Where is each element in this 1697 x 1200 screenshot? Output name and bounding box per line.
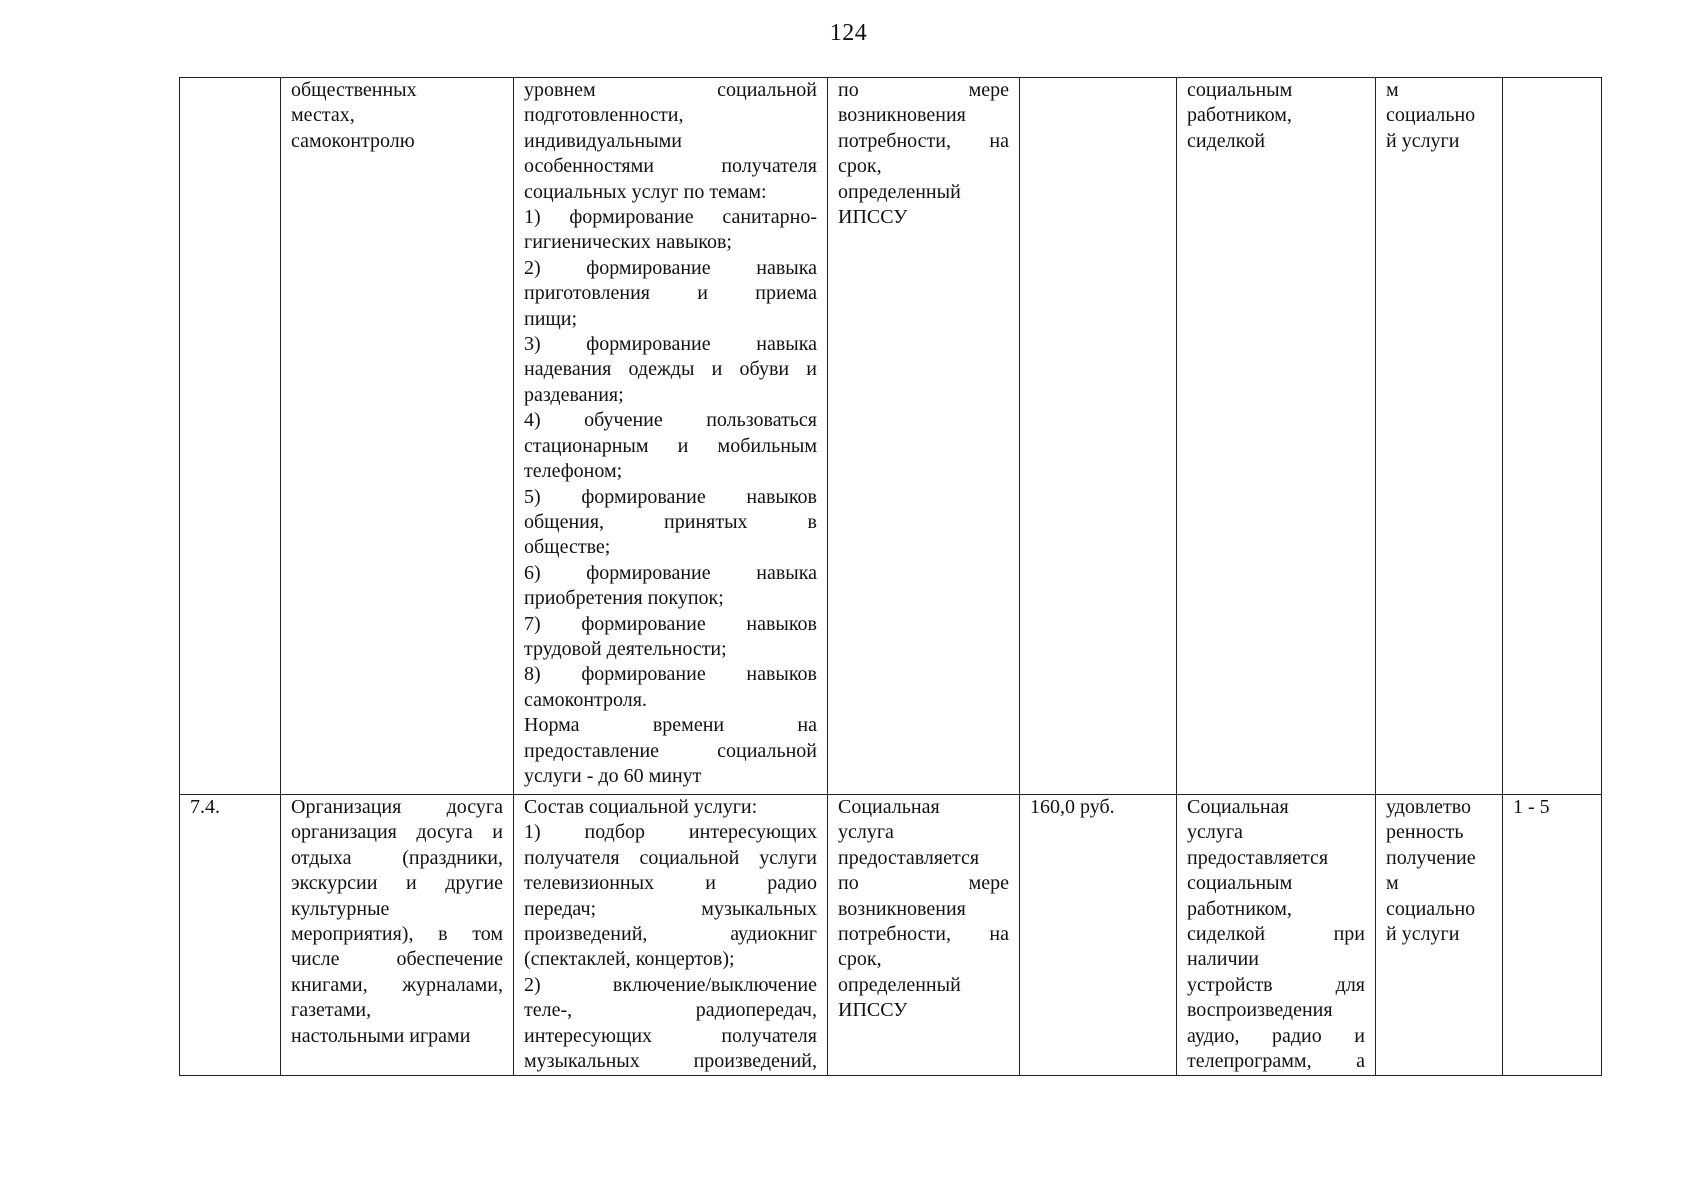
cell-text-line: экскурсии и другие xyxy=(291,872,503,895)
cell-text-line: услуга xyxy=(1187,821,1243,844)
cell-text-line: социальным xyxy=(1187,872,1293,895)
cell-text-line: 4) обучение пользоваться xyxy=(524,409,817,432)
cell-text-line: общественных xyxy=(291,79,417,101)
cell-text-line: самоконтроля. xyxy=(524,688,647,711)
cell-text-line: организация досуга и xyxy=(291,821,503,844)
cell-text-line: услуги - до 60 минут xyxy=(524,764,702,787)
cell-text-line: й услуги xyxy=(1386,923,1460,946)
cell-text-line: подготовленности, xyxy=(524,104,684,127)
cell-text-line: 2) включение/выключение xyxy=(524,973,817,996)
cell-text-line: обществе; xyxy=(524,536,611,559)
cell-text-line: трудовой деятельности; xyxy=(524,637,727,660)
cell-conditions xyxy=(1177,78,1376,795)
cell-number xyxy=(180,78,281,795)
cell-text-line: Социальная xyxy=(1187,796,1289,818)
cell-text-line: срок, xyxy=(838,948,882,971)
cell-text-line: ИПССУ xyxy=(838,206,908,229)
cell-text-line: удовлетво xyxy=(1386,796,1471,818)
cell-text-line: 8) формирование навыков xyxy=(524,663,817,686)
cell-text-line: уровнем социальной xyxy=(524,79,817,101)
cell-text-line: 1) подбор интересующих xyxy=(524,821,817,844)
cell-quality xyxy=(1376,795,1503,1076)
cell-text-line: 2) формирование навыка xyxy=(524,256,817,279)
cell-text-line: 1) формирование санитарно- xyxy=(524,206,817,229)
cell-text-line: Состав социальной услуги: xyxy=(524,796,758,818)
cell-text-line: телепрограмм, а xyxy=(1187,1050,1365,1073)
cell-text-line: по мере xyxy=(838,872,1009,895)
cell-text-line: социально xyxy=(1386,897,1476,920)
cell-service-name xyxy=(281,78,514,795)
cell-text-line: настольными играми xyxy=(291,1024,471,1047)
cell-text-line: 3) формирование навыка xyxy=(524,333,817,356)
cell-text-line: потребности, на xyxy=(838,129,1009,152)
cell-text-line: потребности, на xyxy=(838,923,1009,946)
cell-text-line: сиделкой при xyxy=(1187,923,1365,946)
cell-text-line: музыкальных произведений, xyxy=(524,1050,817,1073)
cell-text-line: книгами, журналами, xyxy=(291,973,503,996)
cell-text-line: местах, xyxy=(291,104,355,127)
cell-text-line: мероприятия), в том xyxy=(291,923,503,946)
page-number: 124 xyxy=(829,20,868,46)
cell-text-line: по мере xyxy=(838,79,1009,101)
cell-text-line: числе обеспечение xyxy=(291,948,503,971)
cell-text-line: 7) формирование навыков xyxy=(524,612,817,635)
cell-text-line: устройств для xyxy=(1187,973,1365,996)
cell-text-line: самоконтролю xyxy=(291,129,415,152)
cell-text-line: теле-, радиопередач, xyxy=(524,999,817,1022)
cell-text-line: телевизионных и радио xyxy=(524,872,817,895)
cell-text-line: 6) формирование навыка xyxy=(524,561,817,584)
cell-text-line: гигиенических навыков; xyxy=(524,231,732,254)
cell-text-line: приготовления и приема xyxy=(524,282,817,305)
cell-service-content xyxy=(514,795,828,1076)
cell-text-line: отдыха (праздники, xyxy=(291,846,503,869)
cell-price: 160,0 руб. xyxy=(1020,795,1177,1076)
cell-text-line: предоставление социальной xyxy=(524,739,817,762)
cell-service-content xyxy=(514,78,828,795)
cell-text-line: предоставляется xyxy=(1187,846,1329,869)
cell-text-line: ренность xyxy=(1386,821,1464,844)
services-table xyxy=(179,77,1602,1076)
cell-score: 1 - 5 xyxy=(1503,795,1602,1076)
cell-conditions xyxy=(1177,795,1376,1076)
cell-text-line: передач; музыкальных xyxy=(524,897,817,920)
cell-text-line: наличии xyxy=(1187,948,1259,971)
cell-text-line: Норма времени на xyxy=(524,714,817,737)
cell-text-line: услуга xyxy=(838,821,894,844)
table-row xyxy=(180,795,1602,1076)
cell-text-line: общения, принятых в xyxy=(524,510,817,533)
cell-text-line: сиделкой xyxy=(1187,129,1266,152)
cell-text-line: определенный xyxy=(838,973,961,996)
cell-text-line: возникновения xyxy=(838,897,966,920)
cell-text-line: получателя социальной услуги xyxy=(524,846,817,869)
cell-text-line: (спектаклей, концертов); xyxy=(524,948,735,971)
cell-text-line: Организация досуга xyxy=(291,796,503,818)
cell-service-name xyxy=(281,795,514,1076)
cell-text-line: получение xyxy=(1386,846,1476,869)
cell-text-line: воспроизведения xyxy=(1187,999,1333,1022)
cell-text-line: м xyxy=(1386,79,1399,101)
cell-text-line: срок, xyxy=(838,155,882,178)
cell-service-term xyxy=(828,795,1020,1076)
cell-text-line: возникновения xyxy=(838,104,966,127)
cell-text-line: надевания одежды и обуви и xyxy=(524,358,817,381)
cell-text-line: особенностями получателя xyxy=(524,155,817,178)
cell-text-line: социальных услуг по темам: xyxy=(524,180,767,203)
cell-text-line: телефоном; xyxy=(524,460,623,483)
cell-text-line: интересующих получателя xyxy=(524,1024,817,1047)
cell-quality xyxy=(1376,78,1503,795)
cell-text-line: аудио, радио и xyxy=(1187,1024,1365,1047)
cell-text-line: й услуги xyxy=(1386,129,1460,152)
cell-text-line: раздевания; xyxy=(524,383,624,406)
cell-text-line: произведений, аудиокниг xyxy=(524,923,817,946)
cell-text-line: газетами, xyxy=(291,999,372,1022)
cell-text-line: стационарным и мобильным xyxy=(524,434,817,457)
table-row xyxy=(180,78,1602,795)
cell-text-line: м xyxy=(1386,872,1399,895)
cell-text-line: работником, xyxy=(1187,104,1292,127)
cell-price xyxy=(1020,78,1177,795)
cell-text-line: социальным xyxy=(1187,79,1293,101)
cell-text-line: социально xyxy=(1386,104,1476,127)
cell-text-line: предоставляется xyxy=(838,846,980,869)
cell-number: 7.4. xyxy=(180,795,281,1076)
cell-text-line: 5) формирование навыков xyxy=(524,485,817,508)
cell-text-line: культурные xyxy=(291,897,390,920)
cell-text-line: пищи; xyxy=(524,307,578,330)
cell-text-line: работником, xyxy=(1187,897,1292,920)
cell-text-line: Социальная xyxy=(838,796,940,818)
cell-score xyxy=(1503,78,1602,795)
cell-text-line: индивидуальными xyxy=(524,129,682,152)
cell-text-line: определенный xyxy=(838,180,961,203)
cell-text-line: ИПССУ xyxy=(838,999,908,1022)
cell-service-term xyxy=(828,78,1020,795)
cell-text-line: приобретения покупок; xyxy=(524,587,724,610)
